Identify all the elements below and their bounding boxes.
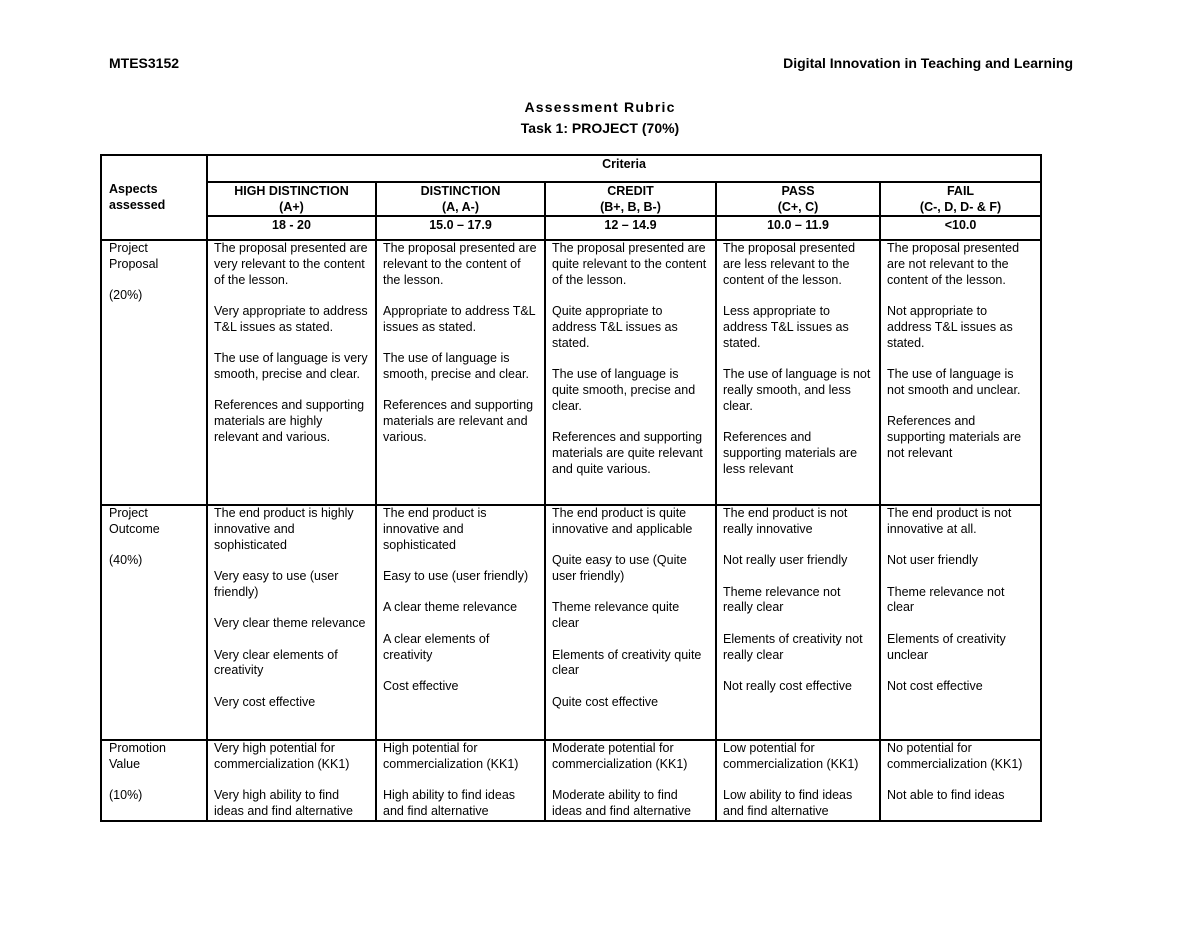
rubric-title: Assessment Rubric [524,99,676,115]
grade-header [545,182,716,216]
descriptor: References and supporting materials are highly relevant and various. [214,398,365,444]
descriptor: Moderate ability to find ideas and find alternative [552,788,691,818]
descriptor: Easy to use (user friendly) [383,568,529,583]
document-title [0,97,1200,139]
rubric-row-promotion-value [101,740,1041,821]
descriptor: Low potential for commercialization (KK1) [723,741,859,771]
descriptor: Elements of creativity unclear [887,631,1006,662]
descriptor: Very clear elements of creativity [214,647,338,678]
descriptor: The end product is highly innovative and sophisticated [214,506,354,552]
descriptor: Not user friendly [887,553,979,568]
descriptor: Elements of creativity quite clear [552,647,702,678]
descriptor: A clear theme relevance [383,600,518,615]
grade-header [880,182,1041,216]
aspect-name-line2: Value [109,756,141,771]
descriptor: The proposal presented are not relevant to the content of the lesson. [887,241,1020,287]
criteria-cell-fail [880,240,1041,505]
aspect-cell [101,740,207,821]
descriptor: Not cost effective [887,678,983,693]
descriptor: No potential for commercialization (KK1) [887,741,1023,771]
descriptor: High potential for commercialization (KK1) [383,741,519,771]
descriptor: Quite easy to use (Quite user friendly) [552,553,687,583]
descriptor: The proposal presented are relevant to the content of the lesson. [383,241,537,287]
descriptor: Quite cost effective [552,694,659,709]
grade-name: PASS [781,184,815,198]
descriptor: Low ability to find ideas and find alternative [723,788,853,818]
criteria-cell-distinction [376,505,545,740]
criteria-cell-high-distinction [207,740,376,821]
grade-name: DISTINCTION [420,184,501,198]
rubric-row-project-proposal [101,240,1041,505]
grade-header-row [101,182,1041,216]
grade-header [207,182,376,216]
grade-letters: (B+, B, B-) [600,200,661,214]
aspect-name-line1: Project [109,506,148,520]
descriptor: The end product is not innovative at all. [887,506,1012,536]
descriptor: Quite appropriate to address T&L issues as stated. [552,303,678,350]
aspect-cell [101,505,207,740]
criteria-cell-fail [880,505,1041,740]
descriptor: References and supporting materials are quite relevant and quite various. [552,429,703,476]
aspects-header [101,155,207,240]
grade-letters: (A, A-) [441,200,480,214]
descriptor: High ability to find ideas and find alternative [383,788,516,818]
descriptor: The use of language is smooth, precise and clear. [383,351,529,381]
grade-letters: (C+, C) [777,200,819,214]
grade-header [376,182,545,216]
score-range: 18 - 20 [207,216,376,240]
rubric-row-project-outcome [101,505,1041,740]
criteria-cell-pass [716,505,880,740]
criteria-cell-fail [880,740,1041,821]
descriptor: The use of language is quite smooth, precise and clear. [552,366,696,413]
descriptor: References and supporting materials are relevant and various. [383,398,534,444]
descriptor: Not appropriate to address T&L issues as stated. [887,303,1013,350]
descriptor: Appropriate to address T&L issues as stated. [383,303,536,334]
descriptor: The use of language is not really smooth, and less clear. [723,366,871,413]
aspect-name-line2: Proposal [109,256,159,271]
criteria-header: Criteria [207,155,1041,182]
course-title: Digital Innovation in Teaching and Learning [783,55,1073,71]
descriptor: Very high potential for commercialization (KK1) [214,741,350,771]
criteria-cell-credit [545,505,716,740]
descriptor: Theme relevance not clear [887,584,1005,615]
descriptor: Elements of creativity not really clear [723,631,863,662]
criteria-header-row [101,155,1041,182]
aspect-name-line2: Outcome [109,521,160,536]
criteria-cell-distinction [376,240,545,505]
course-code: MTES3152 [109,55,180,71]
aspect-weight: (10%) [109,788,143,803]
descriptor: Very appropriate to address T&L issues as stated. [214,303,368,334]
descriptor: The proposal presented are less relevant to the content of the lesson. [723,241,856,287]
descriptor: The proposal presented are very relevant to the content of the lesson. [214,241,368,287]
grade-name: CREDIT [607,184,654,198]
score-range-row [101,216,1041,240]
criteria-cell-pass [716,740,880,821]
criteria-cell-pass [716,240,880,505]
aspect-weight: (20%) [109,288,143,303]
descriptor: Less appropriate to address T&L issues as stated. [723,303,849,350]
criteria-cell-distinction [376,740,545,821]
grade-name: FAIL [946,184,975,198]
grade-letters: (C-, D, D- & F) [919,200,1002,214]
assessed-label: assessed [109,197,166,212]
descriptor: Very high ability to find ideas and find alternative [214,788,353,818]
descriptor: The use of language is not smooth and unclear. [887,366,1021,397]
aspect-name-line1: Promotion [109,741,166,755]
grade-name: HIGH DISTINCTION [234,184,349,198]
descriptor: Not really cost effective [723,678,852,693]
aspects-label: Aspects [109,181,158,196]
criteria-cell-credit [545,740,716,821]
descriptor: Not really user friendly [723,553,848,568]
score-range: 10.0 – 11.9 [716,216,880,240]
descriptor: The proposal presented are quite relevant to the content of the lesson. [552,241,707,287]
descriptor: The end product is not really innovative [723,506,848,536]
descriptor: Moderate potential for commercialization (KK1) [552,741,688,771]
descriptor: The end product is innovative and sophisticated [383,506,487,552]
descriptor: The end product is quite innovative and applicable [552,506,693,536]
descriptor: Theme relevance quite clear [552,600,680,631]
grade-letters: (A+) [279,200,304,214]
task-title: Task 1: PROJECT (70%) [520,120,680,136]
descriptor: A clear elements of creativity [383,631,490,662]
descriptor: Very easy to use (user friendly) [214,568,339,599]
criteria-cell-high-distinction [207,240,376,505]
aspect-cell [101,240,207,505]
descriptor: Cost effective [383,678,459,693]
criteria-cell-high-distinction [207,505,376,740]
criteria-cell-credit [545,240,716,505]
score-range: <10.0 [880,216,1041,240]
score-range: 15.0 – 17.9 [376,216,545,240]
grade-header [716,182,880,216]
descriptor: Very clear theme relevance [214,616,366,631]
descriptor: References and supporting materials are not relevant [887,414,1022,460]
descriptor: References and supporting materials are less relevant [723,429,858,476]
descriptor: The use of language is very smooth, precise and clear. [214,351,368,381]
rubric-table [100,154,1042,822]
aspect-name-line1: Project [109,241,148,255]
score-range: 12 – 14.9 [545,216,716,240]
descriptor: Not able to find ideas [887,788,1005,803]
aspect-weight: (40%) [109,553,143,568]
descriptor: Very cost effective [214,694,316,709]
descriptor: Theme relevance not really clear [723,584,841,615]
